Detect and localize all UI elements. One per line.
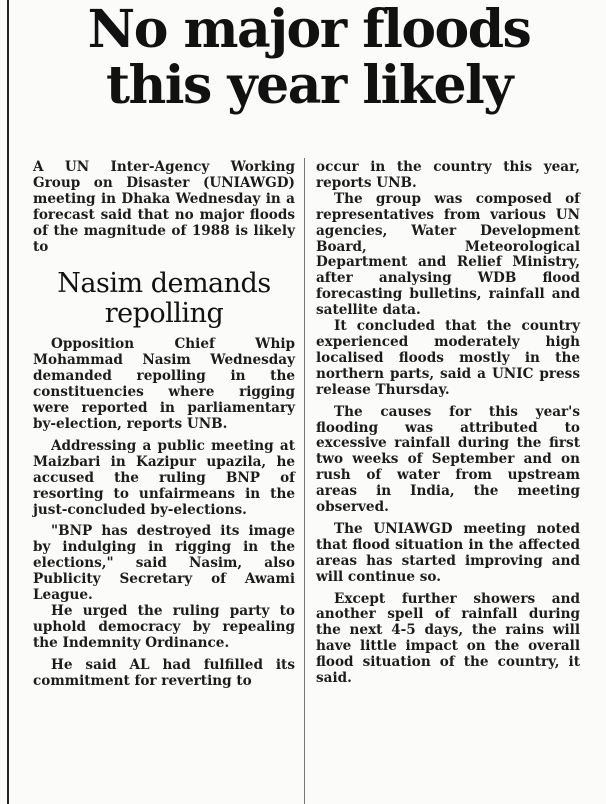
right-column [316, 160, 580, 687]
main-headline-line-2: this year likely [105, 55, 513, 116]
clipping-edge-rule [7, 0, 9, 804]
flood-article-lead-paragraph: A UN Inter-Agency Working Group on Disaster (UNIAWGD) meeting in Dhaka Wednesday in a forecast said that no major floods of the magnitude of 1988 is likely to [33, 159, 295, 255]
main-headline [12, 2, 606, 114]
second-headline-line-1: Nasim demands [57, 268, 271, 300]
left-column [33, 160, 295, 689]
flood-article-paragraph-6: Except further showers and another spell of rainfall during the next 4-5 days, the rains will have little impact on the overall flood situation of the country, it said. [316, 590, 580, 687]
main-headline-line-1: No major floods [87, 0, 531, 60]
nasim-paragraph-3: "BNP has destroyed its image by indulging in rigging in the elections," said Nasim, also Publicity Secretary of Awami League. [33, 523, 295, 604]
flood-article-paragraph-1: occur in the country this year, reports UNB. [316, 159, 580, 191]
flood-article-paragraph-3: It concluded that the country experienced moderately high localised floods mostly in the northern parts, said a UNIC press release Thursday. [316, 318, 580, 398]
second-article-headline [33, 269, 295, 329]
nasim-paragraph-4: He urged the ruling party to uphold democracy by repealing the Indemnity Ordinance. [33, 602, 295, 651]
column-divider [304, 158, 305, 804]
nasim-paragraph-1: Opposition Chief Whip Mohammad Nasim Wednesday demanded repolling in the constituencies where rigging were reported in parliamentary by-election, reports UNB. [33, 336, 295, 432]
second-headline-line-2: repolling [104, 298, 224, 330]
nasim-paragraph-2: Addressing a public meeting at Maizbari in Kazipur upazila, he accused the ruling BNP of resorting to unfairmeans in the just-concluded by-elections. [33, 437, 295, 518]
flood-article-paragraph-4: The causes for this year's flooding was attributed to excessive rainfall during the first two weeks of September and on rush of water from upstream areas in India, the meeting observed. [316, 403, 580, 516]
nasim-paragraph-5: He said AL had fulfilled its commitment for reverting to [33, 656, 295, 689]
flood-article-paragraph-2: The group was composed of representatives from various UN agencies, Water Development Board, Meteorological Department and Relief Ministry, after analysing WDB flood forecasting bulletins, rainfall and satellite data. [316, 190, 580, 319]
flood-article-paragraph-5: The UNIAWGD meeting noted that flood situation in the affected areas has started improving and will continue so. [316, 520, 580, 585]
